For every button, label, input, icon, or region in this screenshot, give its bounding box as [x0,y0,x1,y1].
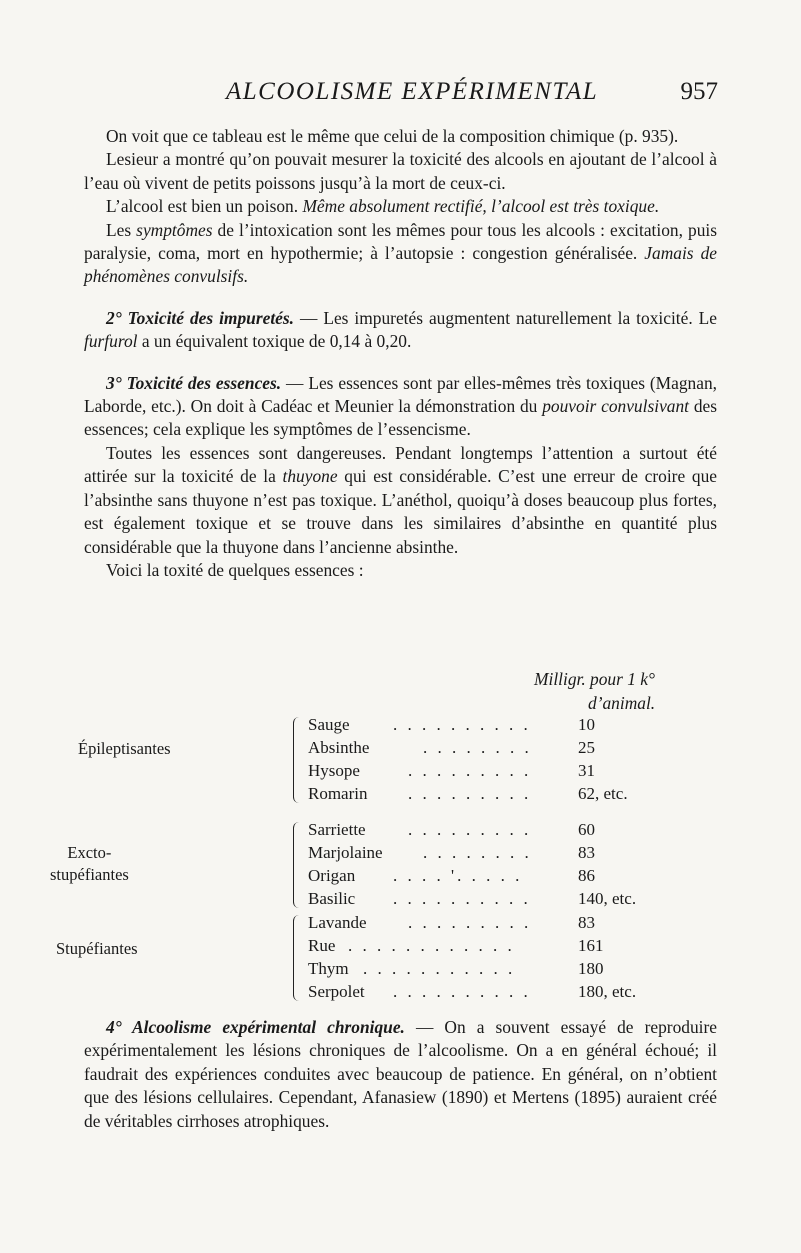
paragraph-text: des essences; cela explique les symptômes de l’essencisme. [84,396,718,440]
table-row [308,736,768,759]
plant-name: Romarin [308,784,368,803]
paragraph-text: a un équivalent toxique de 0,14 à 0,20. [137,331,412,352]
body-text [84,125,717,582]
toxicity-value: 25 [578,738,595,757]
paragraph-text: qui est considérable. C’est une erreur de croire que l’absinthe sans thuyone n’est pas toxique. L’anéthol, quoiqu’à doses beaucoup plus fortes, est également toxique et se trouve dans les similaires d’absinthe en quantité plus considérable que la thuyone dans l’ancienne absinthe. [84,466,717,557]
paragraph-emphasis: furfurol [84,331,138,352]
leader-dots: . . . . . . . . . . [393,982,531,1001]
group-label-stupefiantes [56,938,138,960]
leader-dots: . . . . . . . . [423,738,532,757]
paragraph-text: Toutes les essences sont dangereuses. Pendant longtemps l’attention a surtout été attirée sur la toxicité de la [84,442,717,487]
group-label-line: stupéfiantes [50,865,129,884]
section-4-text [84,1016,717,1133]
table-row [308,934,768,957]
toxicity-value: 62, etc. [578,784,628,803]
group-brace [293,915,304,1001]
plant-name: Origan [308,866,356,885]
group-brace [293,822,304,908]
toxicity-value: 31 [578,761,595,780]
toxicity-value: 161 [578,936,604,955]
table-row [308,957,768,980]
toxicity-value: 140, etc. [578,889,637,908]
paragraph-text: Lesieur a montré qu’on pouvait mesurer la toxicité des alcools en ajoutant de l’alcool à l’eau où vivent de petits poissons jusqu’à la mort de ceux-ci. [84,149,717,193]
plant-name: Absinthe [308,738,370,757]
leader-dots: . . . . . . . . . [408,913,532,932]
plant-name: Sauge [308,715,350,734]
page-header [0,78,801,114]
group-label-line: Excto- [67,843,112,862]
table-row [308,759,768,782]
paragraph-text: Les [106,219,137,240]
plant-name: Basilic [308,889,356,908]
section-2-title: 2° Toxicité des impuretés. [106,307,294,328]
leader-dots: . . . . . . . . . . [393,715,531,734]
paragraph-text: — Les essences sont par elles-mêmes très toxiques (Magnan, Laborde, etc.). On doit à Cadéac et Meunier la démonstration du [84,372,717,417]
page-number: 957 [680,78,718,105]
toxicity-value: 60 [578,820,595,839]
table-row [308,818,768,841]
leader-dots: . . . . . . . . [423,843,532,862]
section-4-title: 4° Alcoolisme expérimental chronique. [106,1017,405,1037]
paragraph-emphasis: thuyone [282,466,338,487]
section-3-paragraph [84,372,717,442]
running-title: ALCOOLISME EXPÉRIMENTAL [226,78,599,105]
paragraph [84,148,717,195]
plant-name: Lavande [308,913,367,932]
paragraph [84,125,717,148]
toxicity-value: 10 [578,715,595,734]
toxicity-value: 83 [578,843,595,862]
toxicity-value: 86 [578,866,595,885]
table-header-unit: Milligr. pour 1 k° [534,669,655,689]
group-label-epileptisantes [78,738,171,760]
plant-name: Hysope [308,761,360,780]
paragraph-emphasis: pouvoir convulsivant [542,396,690,417]
toxicity-value: 180, etc. [578,982,637,1001]
table-row [308,980,768,1003]
leader-dots: . . . . . . . . . [408,784,532,803]
paragraph-text: — Les impuretés augmentent naturellement la toxicité. Le [293,307,717,328]
paragraph-emphasis: Même absolument rectifié, l’alcool est très toxique. [302,196,660,217]
paragraph [84,219,717,289]
leader-dots: . . . . . . . . . [408,820,532,839]
leader-dots: . . . . . . . . . [408,761,532,780]
plant-name: Serpolet [308,982,365,1001]
table-header-subject: d’animal. [588,693,656,713]
paragraph-emphasis: Jamais de phénomènes convulsifs. [84,243,717,287]
group-label-excto-stupefiantes [50,842,129,886]
plant-name: Sarriette [308,820,366,839]
paragraph-text: — On a souvent essayé de reproduire expérimentalement les lésions chroniques de l’alcoolisme. On a en général échoué; il faudrait des expériences conduites avec beaucoup de patience. En général, on n’obtient que des lésions cellulaires. Cependant, Afanasiew (1890) et Mertens (1895) auraient créé de véritables cirrhoses atrophiques. [84,1017,718,1131]
leader-dots: . . . . . . . . . . [393,889,531,908]
leader-dots: . . . . . . . . . . . . [348,936,515,955]
section-4-paragraph [84,1016,717,1133]
paragraph [84,442,717,559]
table-row [308,782,768,805]
paragraph-text: de l’intoxication sont les mêmes pour tous les alcools : excitation, puis paralysie, coma, mort en hypothermie; à l’autopsie : congestion généralisée. [84,219,717,264]
section-2-paragraph [84,307,717,354]
leader-dots: . . . . '. . . . . [393,866,523,885]
paragraph-text: L’alcool est bien un poison. [106,196,303,217]
paragraph-text: On voit que ce tableau est le même que celui de la composition chimique (p. 935). [106,126,679,146]
plant-name: Thym [308,959,349,978]
table-row [308,841,768,864]
plant-name: Marjolaine [308,843,383,862]
paragraph-emphasis: symptômes [136,219,213,240]
toxicity-value: 180 [578,959,604,978]
plant-name: Rue [308,936,336,955]
paragraph-text: Voici la toxité de quelques essences : [106,559,364,580]
group-label-line: Stupéfiantes [56,939,138,958]
table-row [308,864,768,887]
leader-dots: . . . . . . . . . . . [363,959,516,978]
paragraph [84,195,717,218]
section-3-title: 3° Toxicité des essences. [106,372,282,393]
toxicity-value: 83 [578,913,595,932]
paragraph [84,559,717,582]
table-row [308,887,768,910]
table-row [308,713,768,736]
table-row [308,911,768,934]
group-label-line: Épileptisantes [78,739,171,758]
group-brace [293,717,304,803]
